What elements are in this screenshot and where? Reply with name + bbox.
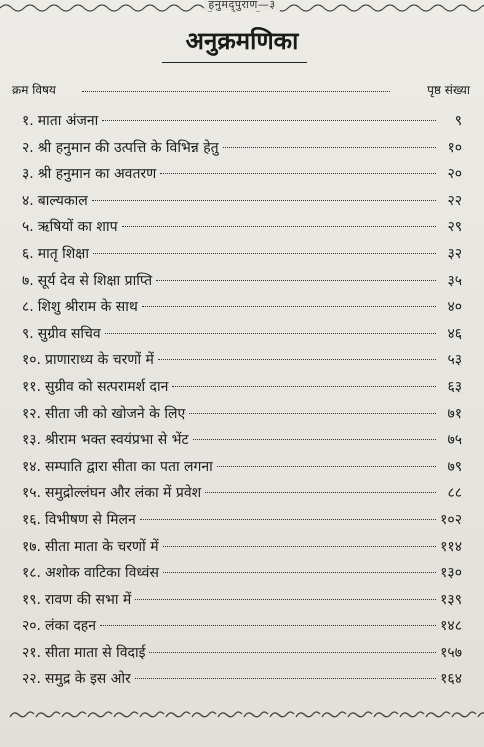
entry-title: मातृ शिक्षा bbox=[37, 245, 89, 262]
entry-title: सम्पाति द्वारा सीता का पता लगना bbox=[45, 458, 213, 475]
entry-page-number: ७९ bbox=[447, 458, 462, 475]
toc-entry bbox=[22, 188, 462, 215]
entry-number: ४. bbox=[22, 192, 34, 209]
entry-page-number: १०२ bbox=[440, 511, 462, 528]
leader-dots bbox=[100, 625, 436, 626]
entry-page-number: ५३ bbox=[447, 352, 462, 369]
entry-page-number: ३५ bbox=[447, 272, 462, 289]
entry-number: २१. bbox=[22, 644, 42, 661]
entry-title: समुद्रोल्लंघन और लंका में प्रवेश bbox=[45, 485, 202, 502]
entry-number: २. bbox=[22, 139, 34, 156]
entry-title: रावण की सभा में bbox=[45, 591, 132, 608]
leader-dots bbox=[217, 466, 436, 467]
bottom-ornamental-border bbox=[0, 706, 484, 724]
entry-title: सुग्रीव सचिव bbox=[37, 325, 101, 342]
toc-entry bbox=[22, 507, 462, 534]
toc-entry bbox=[22, 401, 462, 428]
entry-title: सीता जी को खोजने के लिए bbox=[45, 405, 186, 422]
entry-title: श्रीराम भक्त स्वयंप्रभा से भेंट bbox=[45, 432, 189, 449]
entry-page-number: ७१ bbox=[447, 405, 462, 422]
leader-dots bbox=[189, 413, 436, 414]
entry-title: सूर्य देव से शिक्षा प्राप्ति bbox=[37, 272, 153, 289]
entry-number: ७. bbox=[22, 272, 34, 289]
entry-page-number: १४८ bbox=[440, 618, 462, 635]
toc-entry bbox=[22, 480, 462, 507]
entry-page-number: १३० bbox=[440, 565, 462, 582]
leader-dots bbox=[135, 678, 436, 679]
leader-dots bbox=[158, 359, 436, 360]
entry-number: १. bbox=[22, 113, 34, 129]
leader-dots bbox=[149, 652, 436, 653]
entry-number: १४. bbox=[22, 458, 42, 475]
toc-entry bbox=[22, 135, 462, 162]
title-underline bbox=[162, 62, 307, 63]
entry-title: विभीषण से मिलन bbox=[45, 511, 136, 528]
entry-title: समुद्र के इस ओर bbox=[45, 671, 131, 688]
entry-page-number: ११४ bbox=[440, 538, 462, 555]
leader-dots bbox=[122, 226, 436, 227]
entry-number: १३. bbox=[22, 432, 42, 449]
entry-number: १९. bbox=[22, 591, 42, 608]
toc-entry bbox=[22, 294, 462, 321]
toc-entry bbox=[22, 534, 462, 561]
entry-page-number: ६३ bbox=[447, 378, 462, 395]
entry-number: ९. bbox=[22, 325, 34, 342]
leader-dots bbox=[193, 439, 436, 440]
entry-title: ऋषियों का शाप bbox=[37, 219, 118, 236]
entry-number: ५. bbox=[22, 219, 34, 236]
entry-page-number: १५७ bbox=[440, 644, 462, 661]
leader-dots bbox=[156, 280, 436, 281]
leader-dots bbox=[163, 572, 436, 573]
entry-page-number: ९ bbox=[454, 113, 462, 129]
entry-number: १६. bbox=[22, 511, 42, 528]
entry-page-number: २२ bbox=[447, 192, 462, 209]
entry-title: अशोक वाटिका विध्वंस bbox=[45, 565, 159, 582]
entry-page-number: ३२ bbox=[447, 245, 462, 262]
entry-page-number: ८८ bbox=[447, 485, 462, 502]
entry-title: सुग्रीव को सत्परामर्श दान bbox=[45, 378, 169, 395]
leader-dots bbox=[105, 333, 436, 334]
entry-title: शिशु श्रीराम के साथ bbox=[37, 299, 138, 316]
column-header-left: क्रम विषय bbox=[12, 83, 56, 97]
entry-title: प्राणाराध्य के चरणों में bbox=[45, 352, 154, 369]
entry-page-number: ४६ bbox=[447, 325, 462, 342]
entry-page-number: २० bbox=[447, 166, 462, 183]
toc-entry bbox=[22, 587, 462, 614]
entry-title: माता अंजना bbox=[37, 113, 99, 129]
column-header bbox=[12, 79, 470, 99]
leader-dots bbox=[135, 599, 436, 600]
entry-number: ८. bbox=[22, 299, 34, 316]
entry-number: १८. bbox=[22, 565, 42, 582]
toc-entry bbox=[22, 347, 462, 374]
toc-entry bbox=[22, 560, 462, 587]
running-head: हनुमद्पुराण—३ bbox=[0, 0, 484, 12]
entry-title: बाल्यकाल bbox=[37, 192, 88, 209]
toc-entry bbox=[22, 613, 462, 640]
entry-page-number: १६४ bbox=[440, 671, 462, 688]
page-title: अनुक्रमणिका bbox=[185, 27, 299, 55]
leader-dots bbox=[102, 120, 436, 121]
entry-number: ३. bbox=[22, 166, 34, 183]
entry-number: २२. bbox=[22, 671, 42, 688]
entry-title: श्री हनुमान का अवतरण bbox=[37, 166, 157, 183]
entry-number: १७. bbox=[22, 538, 42, 555]
entry-number: १२. bbox=[22, 405, 42, 422]
leader-dots bbox=[163, 546, 436, 547]
entry-page-number: ७५ bbox=[447, 432, 462, 449]
top-ornamental-border bbox=[0, 0, 484, 16]
toc-entry bbox=[22, 666, 462, 693]
entry-page-number: ४० bbox=[447, 299, 462, 316]
leader-dots bbox=[92, 200, 436, 201]
column-header-right: पृष्ठ संख्या bbox=[427, 83, 470, 97]
leader-dots bbox=[172, 386, 436, 387]
entry-number: ६. bbox=[22, 245, 34, 262]
entry-number: १५. bbox=[22, 485, 42, 502]
leader-dots bbox=[140, 519, 436, 520]
leader-dots bbox=[223, 147, 436, 148]
toc-entry bbox=[22, 321, 462, 348]
toc-entry bbox=[22, 241, 462, 268]
leader-dots bbox=[160, 173, 436, 174]
toc-entry bbox=[22, 427, 462, 454]
toc-entry bbox=[22, 214, 462, 241]
entry-page-number: १० bbox=[447, 139, 462, 156]
entry-number: २०. bbox=[22, 618, 42, 635]
entry-title: सीता माता से विदाई bbox=[45, 644, 146, 661]
entry-title: सीता माता के चरणों में bbox=[45, 538, 159, 555]
entry-title: श्री हनुमान की उत्पत्ति के विभिन्न हेतु bbox=[37, 139, 219, 156]
toc-entry bbox=[22, 640, 462, 667]
entry-title: लंका दहन bbox=[45, 618, 96, 635]
entry-page-number: २९ bbox=[447, 219, 462, 236]
leader-dots bbox=[142, 306, 436, 307]
entry-page-number: १३९ bbox=[440, 591, 462, 608]
toc-entry bbox=[22, 454, 462, 481]
toc-entry bbox=[22, 161, 462, 188]
entry-number: ११. bbox=[22, 378, 42, 395]
header-leader-dots bbox=[82, 91, 390, 92]
toc-entry bbox=[22, 108, 462, 135]
leader-dots bbox=[205, 492, 436, 493]
leader-dots bbox=[93, 253, 436, 254]
entry-number: १०. bbox=[22, 352, 42, 369]
toc-entry bbox=[22, 374, 462, 401]
toc-entry bbox=[22, 268, 462, 295]
table-of-contents bbox=[22, 108, 462, 693]
